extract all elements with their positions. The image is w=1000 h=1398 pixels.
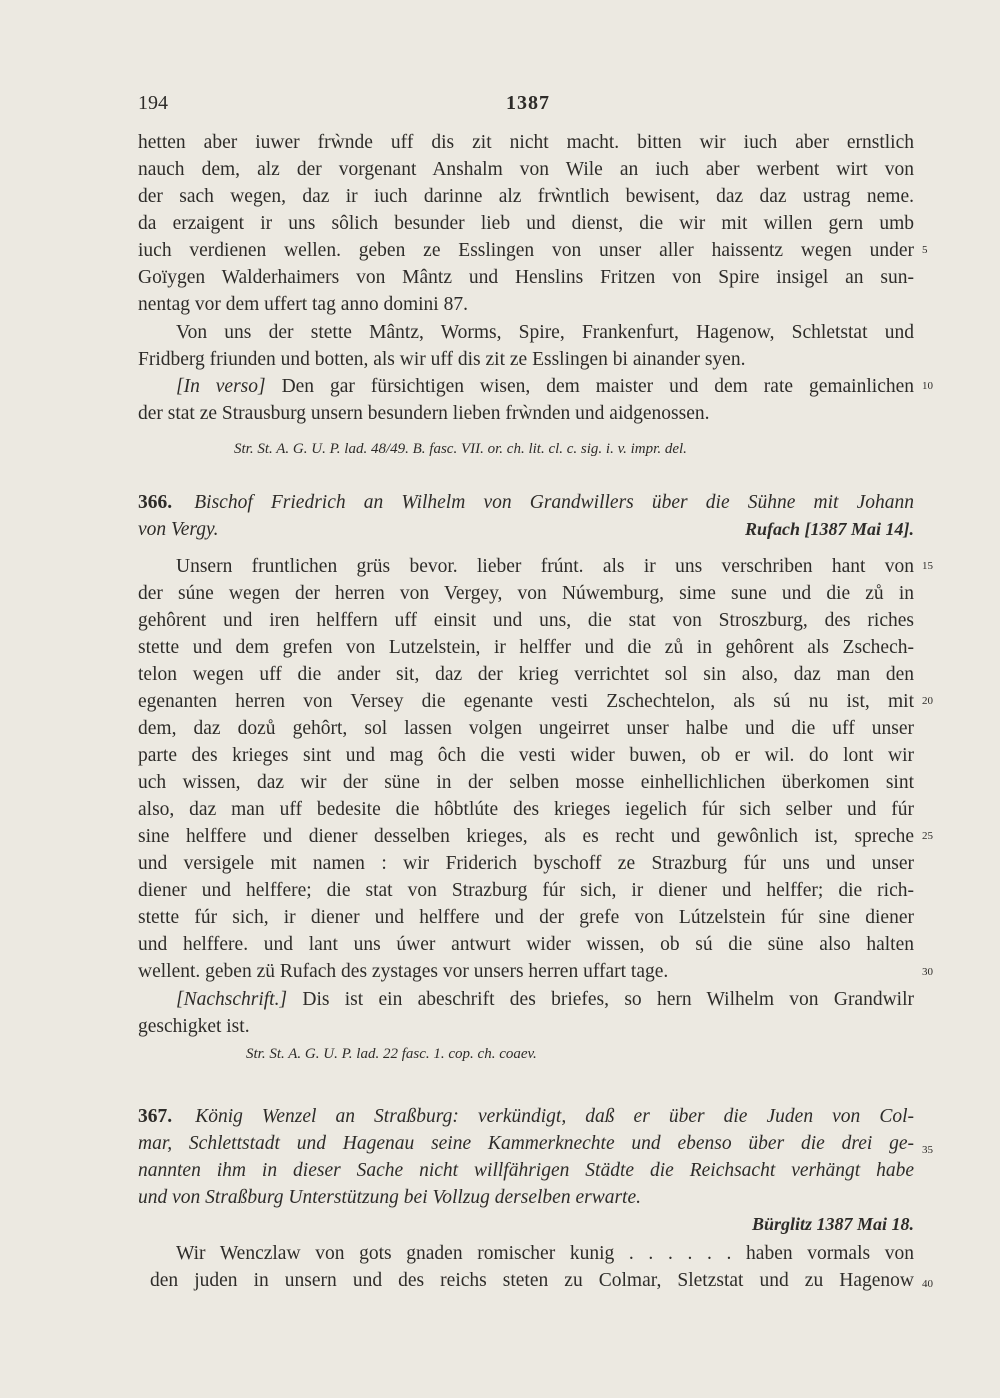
doc-heading	[138, 490, 914, 516]
line-number: 40	[922, 1278, 933, 1290]
line-number: 5	[922, 244, 928, 256]
text-line: und versigele mit namen : wir Friderich byschoff ze Strazburg fúr uns und unser	[138, 853, 914, 874]
text-line: stette fúr sich, ir diener und helffere und der grefe von Lútzelstein fúr sine diener	[138, 907, 914, 928]
source-note: Str. St. A. G. U. P. lad. 22 fasc. 1. cop. ch. coaev.	[246, 1046, 537, 1062]
page-header	[138, 92, 918, 122]
text-line: sine helffere und diener desselben krieges, als es recht und gewônlich ist, spreche	[138, 826, 914, 847]
text-line: hetten aber iuwer frẁnde uff dis zit nicht macht. bitten wir iuch aber ernstlich	[138, 132, 914, 153]
running-year: 1387	[506, 92, 550, 114]
text-line: Von uns der stette Mântz, Worms, Spire, Frankenfurt, Hagenow, Schletstat und	[176, 322, 914, 343]
text-line: uch wissen, daz wir der süne in der selben mosse einhellichlichen überkomen sint	[138, 772, 914, 793]
line-number: 10	[922, 380, 933, 392]
text-line: wellent. geben zü Rufach des zystages vor unsers herren uffart tage.	[138, 961, 669, 982]
verso-text: Den gar fürsichtigen wisen, dem maister und dem rate gemainlichen	[281, 376, 914, 397]
nachschrift-label: [Nachschrift.]	[176, 989, 288, 1010]
line-number: 35	[922, 1144, 933, 1156]
source-note: Str. St. A. G. U. P. lad. 48/49. B. fasc. VII. or. ch. lit. cl. c. sig. i. v. impr. del.	[234, 441, 687, 457]
text-line: gehôrent und iren helffern uff einsit und uns, die stat von Stroszburg, des riches	[138, 610, 914, 631]
line-number: 20	[922, 695, 933, 707]
dateline: Rufach [1387 Mai 14].	[744, 519, 914, 539]
doc-title: von Vergy.	[138, 519, 219, 540]
doc-title-line: nannten ihm in dieser Sache nicht willfährigen Städte die Reichsacht verhängt habe	[138, 1160, 914, 1181]
text-line: der sach wegen, daz ir iuch darinne alz frẁntlich bewisent, daz daz ustrag neme.	[138, 186, 914, 207]
doc-number: 367.	[138, 1106, 173, 1127]
line-number: 30	[922, 966, 933, 978]
text-line: dem, daz dozů gehôrt, sol lassen volgen ungeirret unser halbe und die uff unser	[138, 718, 914, 739]
doc-title-line: mar, Schlettstadt und Hagenau seine Kammerknechte und ebenso über die drei ge-	[138, 1133, 914, 1154]
text-line: also, daz man uff bedesite die hôbtlúte des krieges iegelich fúr sich selber und fúr	[138, 799, 914, 820]
text-line: und helffere. und lant uns úwer antwurt wider wissen, ob sú die süne also halten	[138, 934, 914, 955]
text-line: iuch verdienen wellen. geben ze Esslingen von unser aller haissentz wegen under	[138, 240, 914, 261]
text-line: egenanten herren von Versey die egenante vesti Zschechtelon, als sú nu ist, mit	[138, 691, 914, 712]
text-line: Goïygen Walderhaimers von Mântz und Henslins Fritzen von Spire insigel an sun-	[138, 267, 914, 288]
text-line: stette und dem grefen von Lutzelstein, ir helffer und die zů in gehôrent als Zschech-	[138, 637, 914, 658]
text-line: Fridberg friunden und botten, als wir uff dis zit ze Esslingen bi ainander syen.	[138, 349, 746, 370]
doc-number: 366.	[138, 492, 173, 513]
doc-title: König Wenzel an Straßburg: verkündigt, daß er über die Juden von Col-	[195, 1106, 914, 1127]
line-number: 15	[922, 560, 933, 572]
doc-title-line: und von Straßburg Unterstützung bei Vollzug derselben erwarte.	[138, 1187, 642, 1208]
verso-label: [In verso]	[176, 376, 266, 397]
text-line: Wir Wenczlaw von gots gnaden romischer kunig . . . . . . haben vormals von	[176, 1243, 914, 1264]
text-line: geschigket ist.	[138, 1016, 250, 1037]
page-number: 194	[138, 92, 168, 114]
text-line: nentag vor dem uffert tag anno domini 87.	[138, 294, 468, 315]
nachschrift-line	[176, 987, 914, 1013]
nachschrift-text: Dis ist ein abeschrift des briefes, so hern Wilhelm von Grandwilr	[302, 989, 914, 1010]
text-line: da erzaigent ir uns sôlich besunder lieb und dienst, die wir mit willen gern umb	[138, 213, 914, 234]
text-line: parte des krieges sint und mag ôch die vesti wider buwen, ob er wil. do lont wir	[138, 745, 914, 766]
dateline: Bürglitz 1387 Mai 18.	[751, 1214, 914, 1234]
text-line: Unsern fruntlichen grüs bevor. lieber frúnt. als ir uns verschriben hant von	[176, 556, 914, 577]
text-line: nauch dem, alz der vorgenant Anshalm von Wile an iuch aber werbent wirt von	[138, 159, 914, 180]
doc-title: Bischof Friedrich an Wilhelm von Grandwillers über die Sühne mit Johann	[194, 492, 914, 513]
text-line: diener und helffere; die stat von Strazburg fúr sich, ir diener und helffer; die rich-	[138, 880, 914, 901]
text-line: der stat ze Strausburg unsern besundern lieben frẁnden und aidgenossen.	[138, 403, 710, 424]
line-number: 25	[922, 830, 933, 842]
text-line: telon wegen uff die ander sit, daz der krieg verrichtet sol sin also, daz man den	[138, 664, 914, 685]
verso-line	[176, 374, 914, 400]
text-line: den juden in unsern und des reichs steten zu Colmar, Sletzstat und zu Hagenow	[150, 1270, 914, 1291]
text-line: der súne wegen der herren von Vergey, von Núwemburg, sime sune und die zů in	[138, 583, 914, 604]
doc-heading	[138, 1104, 914, 1130]
